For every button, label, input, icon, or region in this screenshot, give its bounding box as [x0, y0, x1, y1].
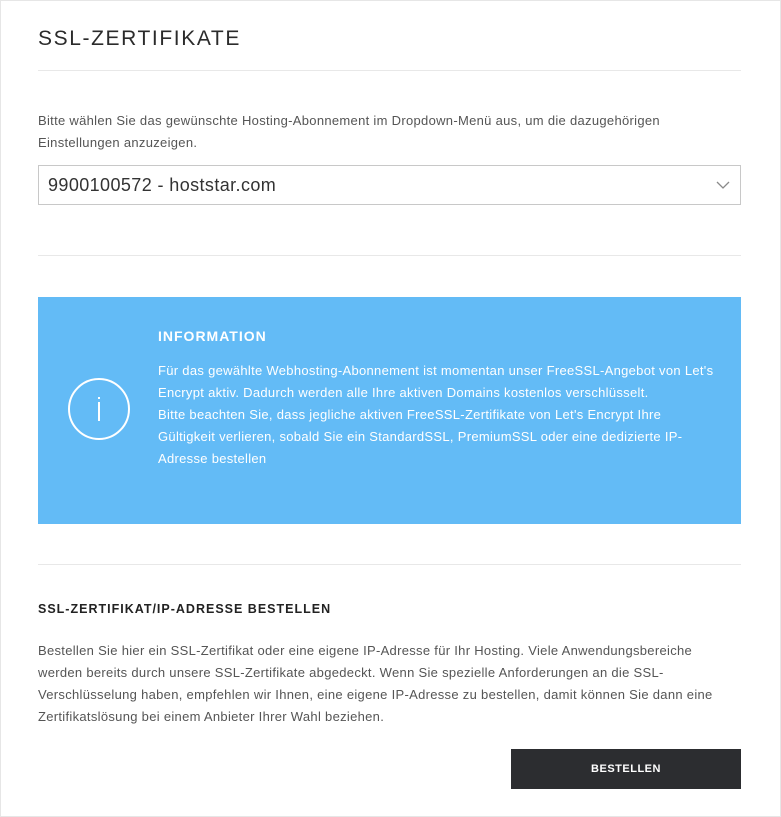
info-paragraph-2: Bitte beachten Sie, dass jegliche aktiven FreeSSL-Zertifikate von Let's Encrypt Ihre Gültigkeit verlieren, sobald Sie ein StandardSSL, PremiumSSL oder eine dedizierte IP-Adresse bestellen [158, 407, 683, 466]
info-box [38, 297, 741, 524]
chevron-down-icon [716, 180, 730, 190]
info-text [158, 360, 718, 470]
divider [38, 564, 741, 565]
subscription-select-value: 9900100572 - hoststar.com [48, 175, 277, 195]
order-section-text: Bestellen Sie hier ein SSL-Zertifikat oder eine eigene IP-Adresse für Ihr Hosting. Viele Anwendungsbereiche werden bereits durch unsere SSL-Zertifikate abgedeckt. Wenn Sie spezielle Anforderungen an die SSL-Verschlüsselung haben, empfehlen wir Ihnen, eine eigene IP-Adresse zu bestellen, damit können Sie dann eine Zertifikatslösung bei einem Anbieter Ihrer Wahl beziehen. [38, 643, 713, 724]
divider [38, 70, 741, 71]
intro-text: Bitte wählen Sie das gewünschte Hosting-Abonnement im Dropdown-Menü aus, um die dazugehörigen Einstellungen anzuzeigen. [38, 113, 660, 150]
info-icon [68, 378, 130, 440]
divider [38, 255, 741, 256]
order-section-title: SSL-ZERTIFIKAT/IP-ADRESSE BESTELLEN [38, 602, 332, 616]
subscription-select[interactable] [38, 165, 741, 205]
info-paragraph-1: Für das gewählte Webhosting-Abonnement ist momentan unser FreeSSL-Angebot von Let's Encrypt aktiv. Dadurch werden alle Ihre aktiven Domains kostenlos verschlüsselt. [158, 363, 714, 400]
page-title: SSL-ZERTIFIKATE [38, 27, 241, 50]
order-button[interactable]: BESTELLEN [511, 749, 741, 789]
info-title: INFORMATION [158, 328, 267, 344]
